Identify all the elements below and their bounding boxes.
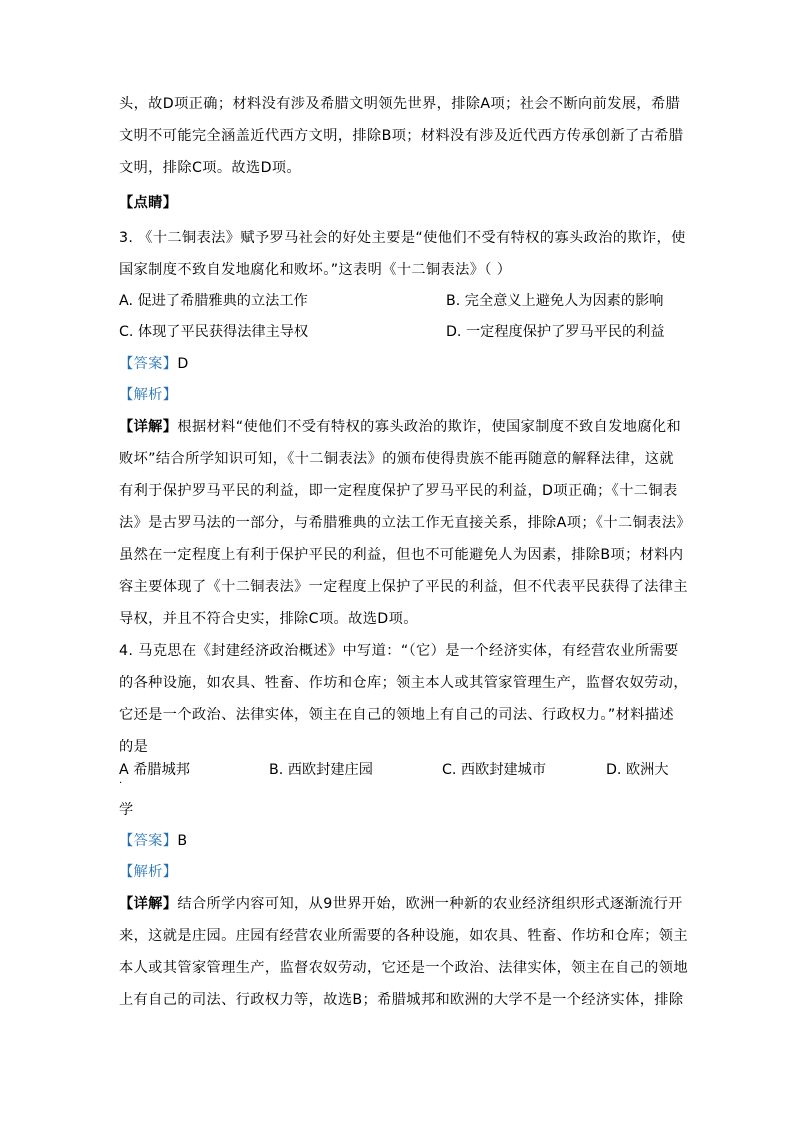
q4-option-a: A 希腊城邦 [119, 762, 190, 778]
detail-label: 【详解】 [119, 896, 178, 912]
dianjing-label: 【点睛】 [119, 195, 178, 211]
q4-stem-line-1: 4. 马克思在《封建经济政治概述》中写道：“（它）是一个经济实体，有经营农业所需要 [119, 643, 679, 659]
q3-stem-line-1: 3. 《十二铜表法》赋予罗马社会的好处主要是“使他们不受有特权的寡头政治的欺诈，使 [119, 230, 686, 246]
prev-question-line-1: 头，故D项正确；材料没有涉及希腊文明领先世界，排除A项；社会不断向前发展，希腊 [119, 96, 681, 112]
answer-value: D [177, 356, 189, 372]
q3-detail-line-5: 虽然在一定程度上有利于保护平民的利益，但也不可能避免人为因素，排除B项；材料内 [119, 547, 684, 563]
q3-analysis-label: 【解析】 [119, 387, 178, 403]
q3-detail-line-1: 【详解】根据材料“使他们不受有特权的寡头政治的欺诈，使国家制度不致自发地腐化和 [119, 419, 682, 435]
q4-detail-line-2: 来，这就是庄园。庄园有经营农业所需要的各种设施，如农具、牲畜、作坊和仓库；领主 [119, 928, 688, 944]
q4-detail-line-3: 本人或其管家管理生产，监督农奴劳动，它还是一个政治、法律实体，领主在自己的领地 [119, 960, 688, 976]
q3-option-b: B. 完全意义上避免人为因素的影响 [446, 293, 664, 309]
q3-option-d: D. 一定程度保护了罗马平民的利益 [446, 324, 665, 340]
q3-option-a: A. 促进了希腊雅典的立法工作 [119, 293, 308, 309]
q4-stem-line-2: 的各种设施，如农具、牲畜、作坊和仓库；领主本人或其管家管理生产，监督农奴劳动， [119, 675, 688, 691]
emphasis-dot: · [119, 778, 123, 789]
prev-question-line-2: 文明不可能完全涵盖近代西方文明，排除B项；材料没有涉及近代西方传承创新了古希腊 [119, 128, 684, 144]
q3-detail-line-3: 有利于保护罗马平民的利益，即一定程度保护了罗马平民的利益，D项正确；《十二铜表 [119, 483, 678, 499]
q4-stem-line-4: 的是 [119, 739, 149, 755]
q3-answer [119, 354, 189, 374]
q4-answer [119, 831, 188, 851]
q4-option-b: B. 西欧封建庄园 [269, 762, 373, 778]
q3-detail-line-2: 败坏”结合所学知识可知，《十二铜表法》的颁布使得贵族不能再随意的解释法律，这就 [119, 451, 674, 467]
q3-detail-line-4: 法》是古罗马法的一部分，与希腊雅典的立法工作无直接关系，排除A项；《十二铜表法》 [119, 515, 691, 531]
q3-detail-line-6: 容主要体现了《十二铜表法》一定程度上保护了平民的利益，但不代表平民获得了法律主 [119, 579, 688, 595]
q4-detail-line-1: 【详解】结合所学内容可知，从9世界开始，欧洲一种新的农业经济组织形式逐渐流行开 [119, 896, 683, 912]
detail-label: 【详解】 [119, 419, 178, 435]
q3-stem-line-2: 国家制度不致自发地腐化和败坏。”这表明《十二铜表法》（ ） [119, 262, 512, 278]
q4-option-d-wrap: 学 [119, 802, 134, 818]
prev-question-line-3: 文明，排除C项。故选D项。 [119, 160, 302, 176]
answer-value: B [177, 833, 188, 849]
answer-label: 【答案】 [119, 833, 178, 849]
q4-detail-line-4: 上有自己的司法、行政权力等，故选B；希腊城邦和欧洲的大学不是一个经济实体，排除 [119, 992, 684, 1008]
q4-analysis-label: 【解析】 [119, 864, 178, 880]
q3-option-c: C. 体现了平民获得法律主导权 [119, 324, 309, 340]
q4-stem-line-3: 它还是一个政治、法律实体，领主在自己的领地上有自己的司法、行政权力。”材料描述 [119, 707, 674, 723]
answer-label: 【答案】 [119, 356, 178, 372]
q4-option-d: D. 欧洲大 [606, 762, 669, 778]
q3-detail-line-7: 导权，并且不符合史实，排除C项。故选D项。 [119, 611, 418, 627]
q4-option-c: C. 西欧封建城市 [442, 762, 547, 778]
